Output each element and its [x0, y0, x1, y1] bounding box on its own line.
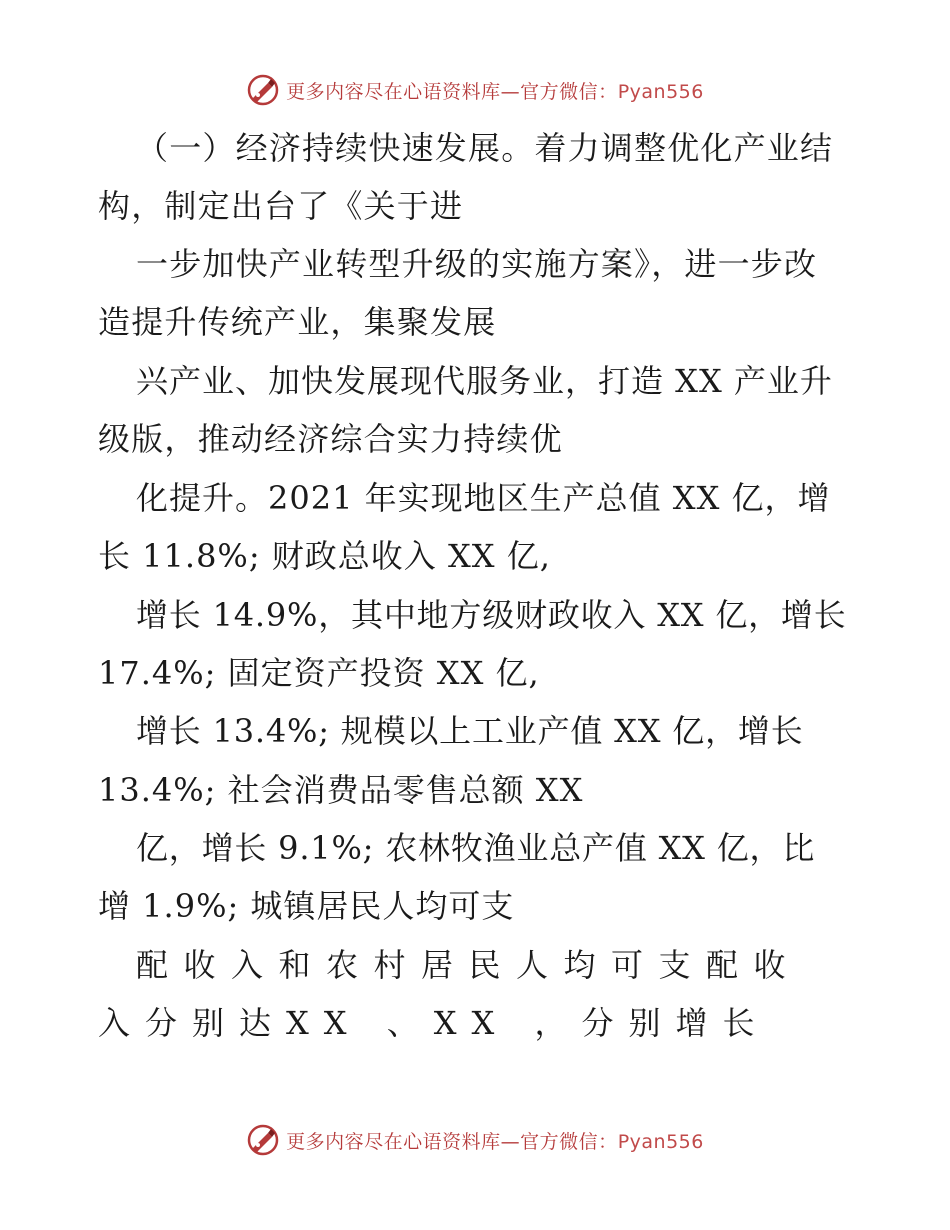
- text-line: 化提升。2021 年实现地区生产总值 XX 亿，增: [136, 479, 831, 517]
- text-line: 配收入和农村居民人均可支配收: [136, 946, 802, 984]
- footer-watermark-inner: [246, 1123, 704, 1157]
- text-line: 增长 14.9%，其中地方级财政收入 XX 亿，增长: [136, 596, 847, 634]
- text-line: 入分别达XX 、XX ，分别增长: [98, 1004, 770, 1042]
- text-line: 13.4%; 社会消费品零售总额 XX: [98, 771, 584, 809]
- footer-watermark: [0, 1120, 950, 1160]
- text-line: 兴产业、加快发展现代服务业，打造 XX 产业升: [136, 362, 833, 400]
- text-line: 级版，推动经济综合实力持续优: [98, 420, 563, 458]
- text-line: 造提升传统产业，集聚发展: [98, 303, 497, 341]
- pen-logo-icon: [246, 1123, 280, 1157]
- text-line: 构，制定出台了《关于进: [98, 187, 464, 225]
- text-line: 增 1.9%; 城镇居民人均可支: [98, 887, 515, 925]
- header-watermark-text: 更多内容尽在心语资料库—官方微信：Pyan556: [286, 80, 704, 103]
- text-line: 一步加快产业转型升级的实施方案》，进一步改: [136, 245, 818, 283]
- footer-watermark-text: 更多内容尽在心语资料库—官方微信：Pyan556: [286, 1130, 704, 1153]
- text-line: （一）经济持续快速发展。着力调整优化产业结: [136, 129, 834, 167]
- text-line: 亿，增长 9.1%; 农林牧渔业总产值 XX 亿，比: [136, 829, 816, 867]
- text-line: 增长 13.4%; 规模以上工业产值 XX 亿，增长: [136, 712, 804, 750]
- text-line: 长 11.8%; 财政总收入 XX 亿,: [98, 537, 551, 575]
- text-line: 17.4%; 固定资产投资 XX 亿,: [98, 654, 540, 692]
